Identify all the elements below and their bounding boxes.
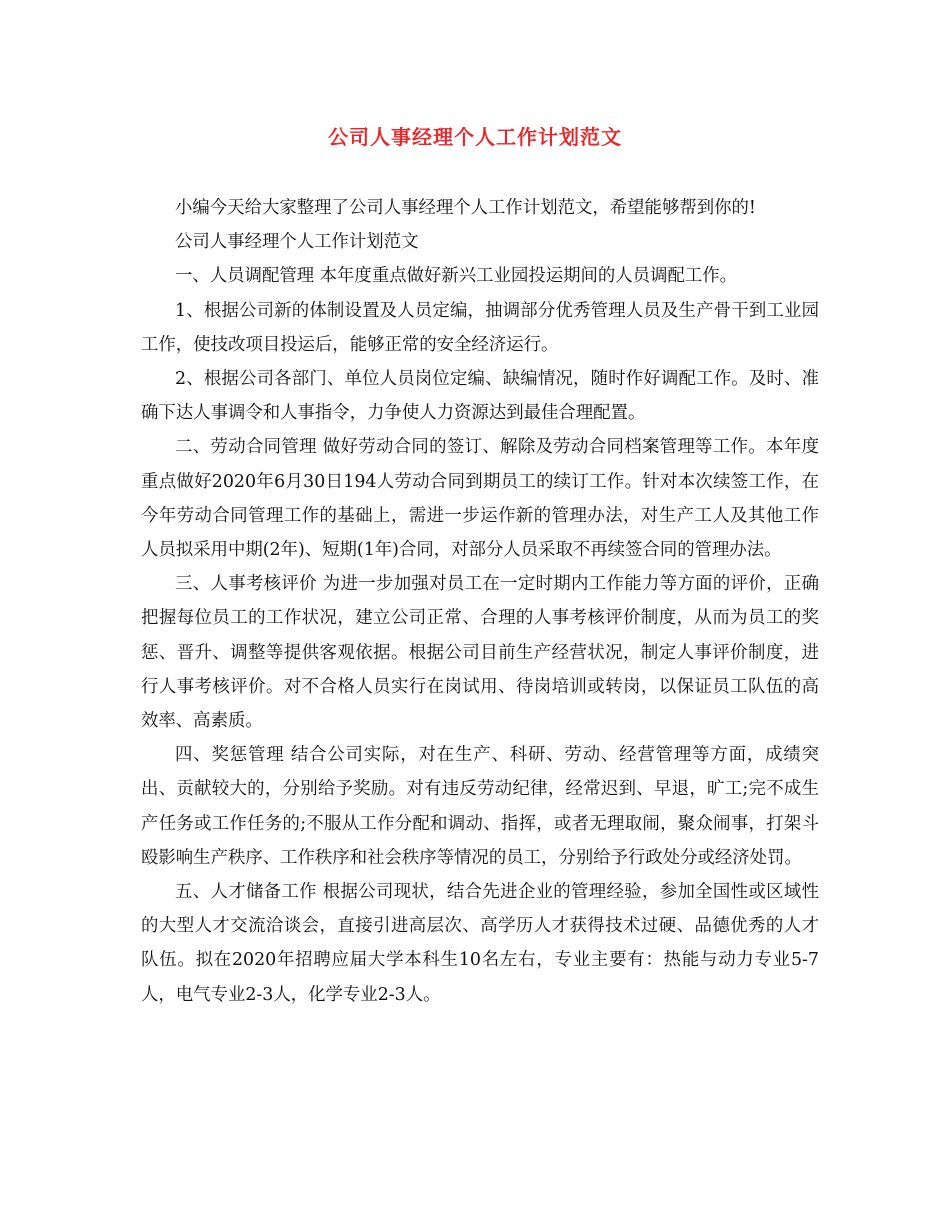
- paragraph-rewards-penalties: 四、奖惩管理 结合公司实际，对在生产、科研、劳动、经营管理等方面，成绩突出、贡献较大的，分别给予奖励。对有违反劳动纪律，经常迟到、早退，旷工;完不成生产任务或工作任务的;不服从工作分配和调动、指挥，或者无理取闹，聚众闹事，打架斗殴影响生产秩序、工作秩序和社会秩序等情况的员工，分别给予行政处分或经济处罚。: [141, 745, 819, 868]
- paragraph-labor-contract: 二、劳动合同管理 做好劳动合同的签订、解除及劳动合同档案管理等工作。本年度重点做好2020年6月30日194人劳动合同到期员工的续订工作。针对本次续签工作，在今年劳动合同管理工作的基础上，需进一步运作新的管理办法，对生产工人及其他工作人员拟采用中期(2年)、短期(1年)合同，对部分人员采取不再续签合同的管理办法。: [141, 437, 819, 561]
- paragraph-allocation-item-1: 1、根据公司新的体制设置及人员定编，抽调部分优秀管理人员及生产骨干到工业园工作，使技改项目投运后，能够正常的安全经济运行。: [141, 300, 819, 355]
- document-body: [141, 191, 819, 1012]
- paragraph-intro: 小编今天给大家整理了公司人事经理个人工作计划范文，希望能够帮到你的!: [175, 198, 756, 218]
- paragraph-performance-review: 三、人事考核评价 为进一步加强对员工在一定时期内工作能力等方面的评价，正确把握每位员工的工作状况，建立公司正常、合理的人事考核评价制度，从而为员工的奖惩、晋升、调整等提供客观依据。根据公司目前生产经营状况，制定人事评价制度，进行人事考核评价。对不合格人员实行在岗试用、待岗培训或转岗，以保证员工队伍的高效率、高素质。: [141, 574, 819, 732]
- paragraph-staff-allocation: 一、人员调配管理 本年度重点做好新兴工业园投运期间的人员调配工作。: [175, 266, 738, 287]
- paragraph-talent-reserve: 五、人才储备工作 根据公司现状，结合先进企业的管理经验，参加全国性或区域性的大型人才交流洽谈会，直接引进高层次、高学历人才获得技术过硬、品德优秀的人才队伍。拟在2020年招聘应届大学本科生10名左右，专业主要有：热能与动力专业5-7人，电气专业2-3人，化学专业2-3人。: [141, 882, 819, 1005]
- paragraph-allocation-item-2: 2、根据公司各部门、单位人员岗位定编、缺编情况，随时作好调配工作。及时、准确下达人事调令和人事指令，力争使人力资源达到最佳合理配置。: [141, 369, 819, 424]
- paragraph-subtitle: 公司人事经理个人工作计划范文: [175, 232, 419, 253]
- document-title: 公司人事经理个人工作计划范文: [328, 125, 622, 149]
